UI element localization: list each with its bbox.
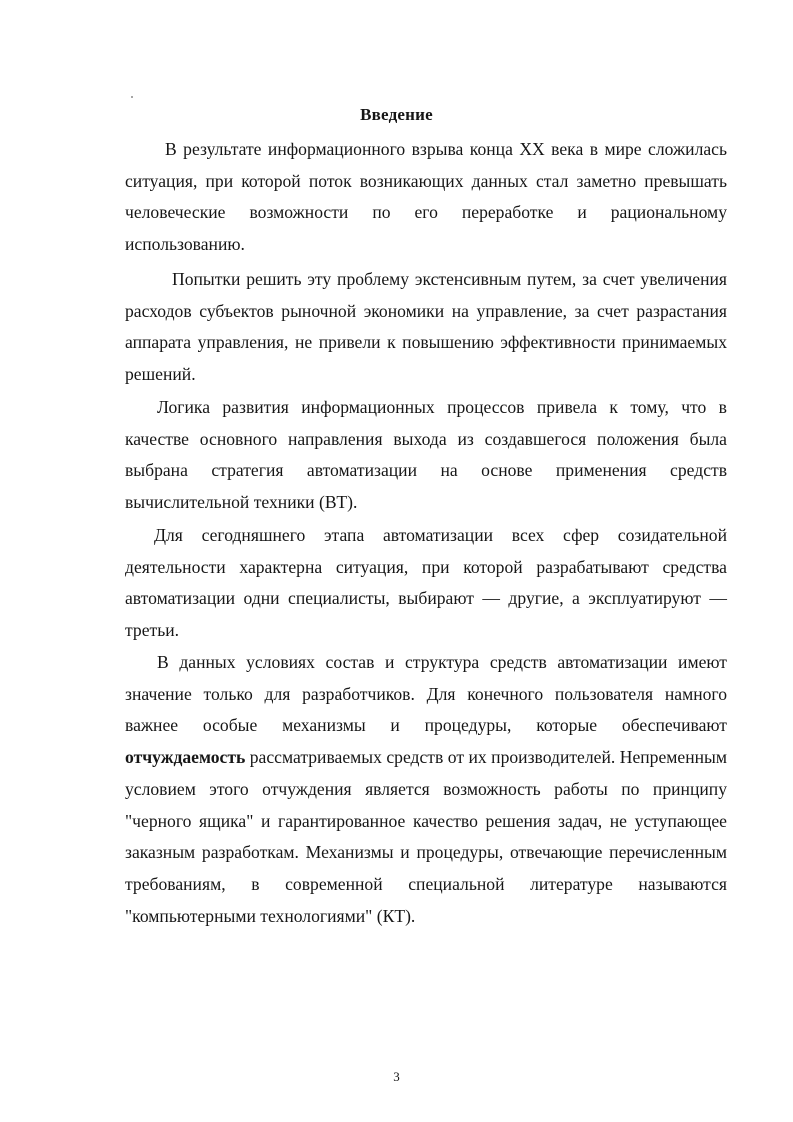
emphasized-term: отчуждаемость — [125, 747, 246, 768]
section-title: Введение — [360, 105, 433, 124]
scan-speck — [131, 96, 133, 98]
paragraph-5-text-start: В данных условиях состав и структура средств автоматизации имеют значение только для разработчиков. Для конечного пользователя намного важнее особые механизмы и процедуры, которые обеспечивают — [125, 652, 727, 736]
paragraph-4: Для сегодняшнего этапа автоматизации всех сфер созидательной деятельности характерна ситуация, при которой разрабатывают средства автоматизации одни специалисты, выбирают — другие, а эксплуатируют — третьи. — [125, 525, 727, 641]
paragraph-3: Логика развития информационных процессов привела к тому, что в качестве основного направления выхода из создавшегося положения была выбрана стратегия автоматизации на основе применения средств вычислительной техники (ВТ). — [125, 397, 727, 513]
paragraph-5 — [125, 647, 727, 932]
paragraph-5-text-end: рассматриваемых средств от их производителей. Непременным условием этого отчуждения является возможность работы по принципу "черного ящика" и гарантированное качество решения задач, не уступающее заказным разработкам. Механизмы и процедуры, отвечающие перечисленным требованиям, в современной специальной литературе называются "компьютерными технологиями" (КТ). — [125, 747, 727, 926]
page-number: 3 — [393, 1069, 400, 1084]
paragraph-1: В результате информационного взрыва конца XX века в мире сложилась ситуация, при которой поток возникающих данных стал заметно превышать человеческие возможности по его переработке и рациональному использованию. — [125, 139, 727, 255]
paragraph-2: Попытки решить эту проблему экстенсивным путем, за счет увеличения расходов субъектов рыночной экономики на управление, за счет разрастания аппарата управления, не привели к повышению эффективности принимаемых решений. — [125, 269, 727, 385]
